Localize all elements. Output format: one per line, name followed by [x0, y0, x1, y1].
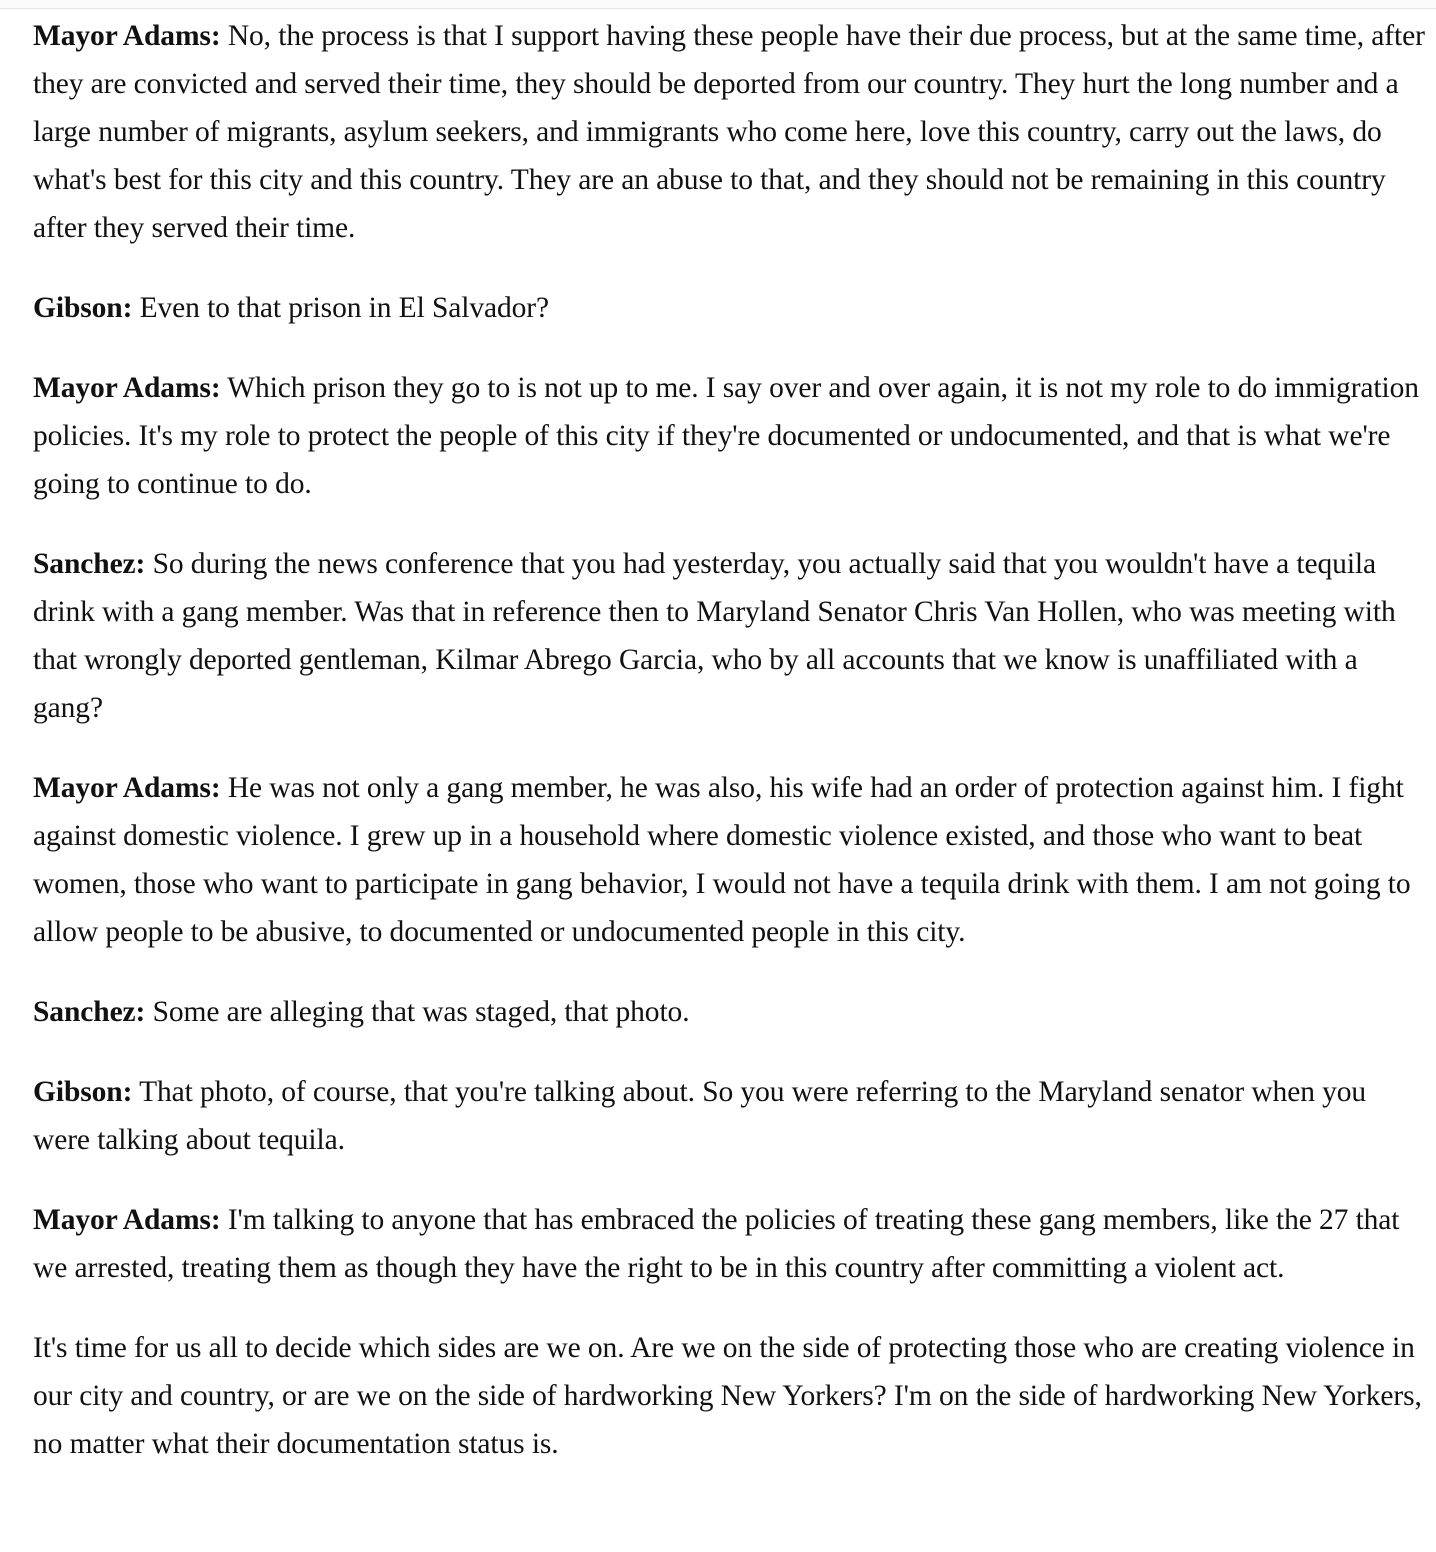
speaker-label: Gibson: [33, 1076, 133, 1108]
transcript-paragraph [33, 1324, 1429, 1468]
top-divider [0, 0, 1436, 9]
transcript-body [33, 12, 1429, 1500]
paragraph-text: Some are alleging that was staged, that photo. [152, 996, 690, 1028]
paragraph-text: That photo, of course, that you're talking about. So you were referring to the Maryland senator when you were talking about tequila. [33, 1076, 1367, 1156]
paragraph-text: I'm talking to anyone that has embraced the policies of treating these gang members, like the 27 that we arrested, treating them as though they have the right to be in this country after committing a violent act. [33, 1204, 1400, 1284]
transcript-paragraph [33, 988, 1429, 1036]
speaker-label: Sanchez: [33, 996, 146, 1028]
speaker-label: Sanchez: [33, 548, 146, 580]
paragraph-text: So during the news conference that you had yesterday, you actually said that you wouldn't have a tequila drink with a gang member. Was that in reference then to Maryland Senator Chris Van Hollen, who was meeting with that wrongly deported gentleman, Kilmar Abrego Garcia, who by all accounts that we know is unaffiliated with a gang? [33, 548, 1396, 724]
paragraph-text: It's time for us all to decide which sides are we on. Are we on the side of protecting those who are creating violence in our city and country, or are we on the side of hardworking New Yorkers? I'm on the side of hardworking New Yorkers, no matter what their documentation status is. [33, 1332, 1422, 1460]
paragraph-text: Which prison they go to is not up to me. I say over and over again, it is not my role to do immigration policies. It's my role to protect the people of this city if they're documented or undocumented, and that is what we're going to continue to do. [33, 372, 1419, 500]
paragraph-text: Even to that prison in El Salvador? [139, 292, 550, 324]
paragraph-text: No, the process is that I support having these people have their due process, but at the same time, after they are convicted and served their time, they should be deported from our country. They hurt the long number and a large number of migrants, asylum seekers, and immigrants who come here, love this country, carry out the laws, do what's best for this city and this country. They are an abuse to that, and they should not be remaining in this country after they served their time. [33, 20, 1425, 244]
speaker-label: Mayor Adams: [33, 372, 221, 404]
speaker-label: Mayor Adams: [33, 772, 221, 804]
transcript-paragraph [33, 364, 1429, 508]
transcript-paragraph [33, 1196, 1429, 1292]
transcript-paragraph [33, 764, 1429, 956]
speaker-label: Gibson: [33, 292, 133, 324]
transcript-paragraph [33, 540, 1429, 732]
transcript-paragraph [33, 284, 1429, 332]
transcript-paragraph [33, 12, 1429, 252]
paragraph-text: He was not only a gang member, he was also, his wife had an order of protection against him. I fight against domestic violence. I grew up in a household where domestic violence existed, and those who want to beat women, those who want to participate in gang behavior, I would not have a tequila drink with them. I am not going to allow people to be abusive, to documented or undocumented people in this city. [33, 772, 1411, 948]
transcript-paragraph [33, 1068, 1429, 1164]
speaker-label: Mayor Adams: [33, 20, 221, 52]
speaker-label: Mayor Adams: [33, 1204, 221, 1236]
